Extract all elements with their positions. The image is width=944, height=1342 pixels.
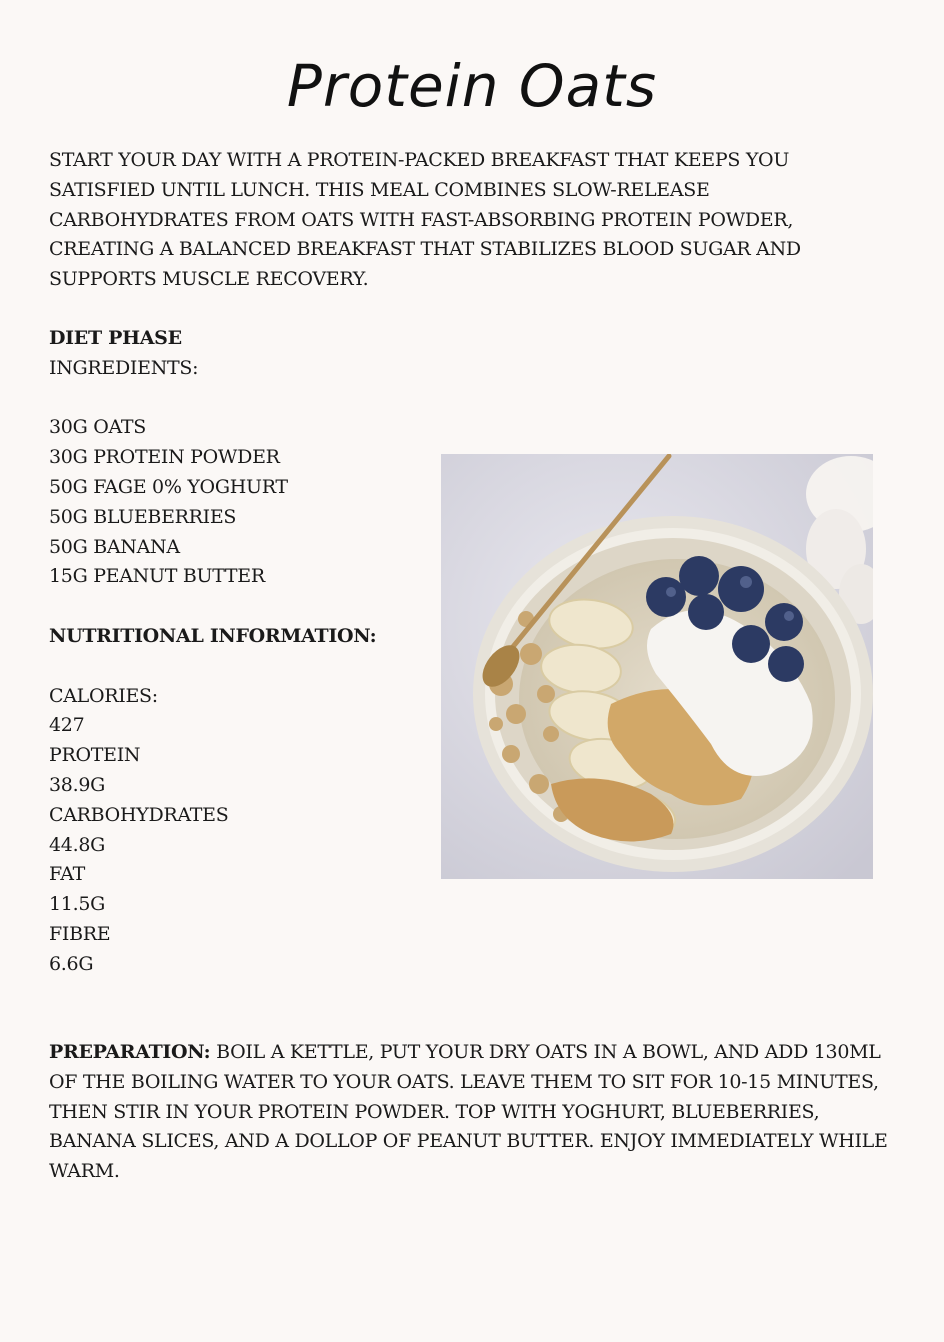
recipe-details <box>49 324 429 980</box>
nutrition-label: CARBOHYDRATES <box>49 803 229 826</box>
preparation-text: BOIL A KETTLE, PUT YOUR DRY OATS IN A BOWL, AND ADD 130ML OF THE BOILING WATER TO YOUR OATS. LEAVE THEM TO SIT FOR 10-15 MINUTES, THEN STIR IN YOUR PROTEIN POWDER. TOP WITH YOGHURT, BLUEBERRIES, BANANA SLICES, AND A DOLLOP OF PEANUT BUTTER. ENJOY IMMEDIATELY WHILE WARM. <box>49 1041 888 1183</box>
nutrition-heading: NUTRITIONAL INFORMATION: <box>49 624 377 647</box>
ingredient-item: 15G PEANUT BUTTER <box>49 565 265 588</box>
diet-phase-heading: DIET PHASE <box>49 327 182 349</box>
ingredient-item: 50G FAGE 0% YOGHURT <box>49 475 288 498</box>
page-title: Protein Oats <box>286 52 658 120</box>
nutrition-label: CALORIES: <box>49 684 158 707</box>
ingredients-heading: INGREDIENTS: <box>49 356 199 379</box>
oats-bowl-photo <box>441 454 873 879</box>
nutrition-value: 6.6G <box>49 952 94 975</box>
ingredient-item: 50G BLUEBERRIES <box>49 505 237 528</box>
nutrition-value: 427 <box>49 714 85 737</box>
nutrition-value: 11.5G <box>49 893 105 916</box>
preparation-label: PREPARATION: <box>49 1041 211 1063</box>
nutrition-label: FIBRE <box>49 922 111 945</box>
preparation-paragraph <box>49 1038 905 1187</box>
ingredient-item: 50G BANANA <box>49 535 180 558</box>
ingredient-item: 30G PROTEIN POWDER <box>49 446 280 469</box>
nutrition-value: 44.8G <box>49 833 105 856</box>
ingredient-item: 30G OATS <box>49 416 146 439</box>
oats-bowl-illustration <box>441 454 873 879</box>
nutrition-label: PROTEIN <box>49 744 141 767</box>
nutrition-value: 38.9G <box>49 773 105 796</box>
nutrition-label: FAT <box>49 863 85 886</box>
intro-paragraph: START YOUR DAY WITH A PROTEIN-PACKED BREAKFAST THAT KEEPS YOU SATISFIED UNTIL LUNCH. THIS MEAL COMBINES SLOW-RELEASE CARBOHYDRATES FROM OATS WITH FAST-ABSORBING PROTEIN POWDER, CREATING A BALANCED BREAKFAST THAT STABILIZES BLOOD SUGAR AND SUPPORTS MUSCLE RECOVERY. <box>49 149 801 291</box>
